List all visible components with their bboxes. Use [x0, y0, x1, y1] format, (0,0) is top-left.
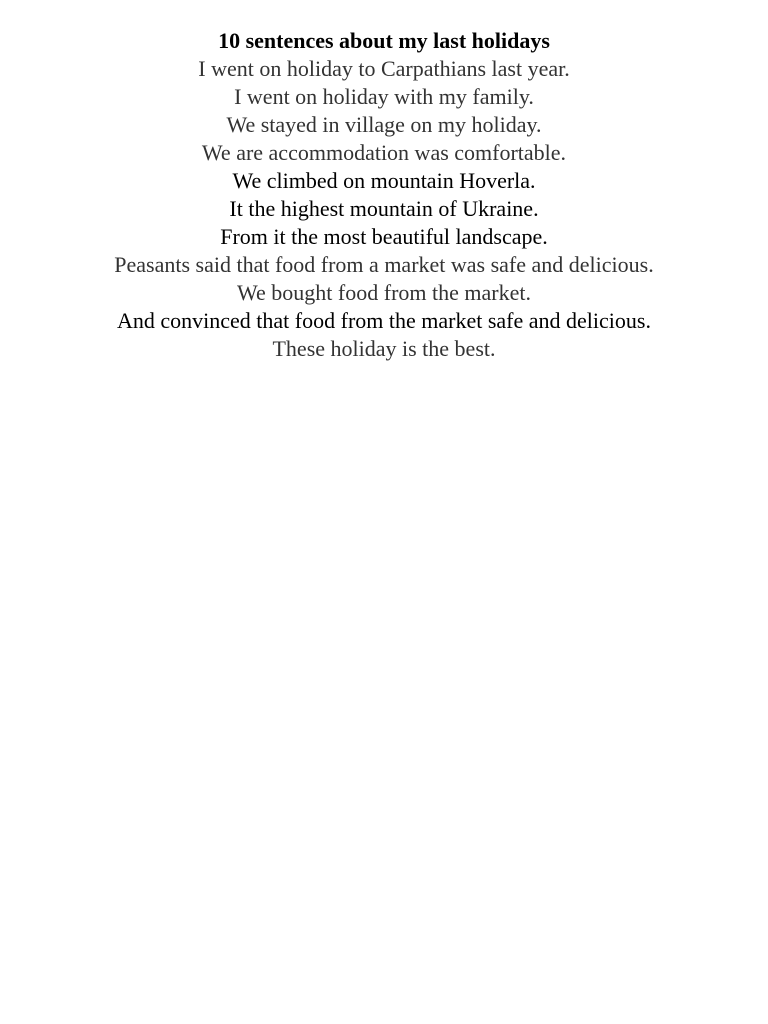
sentence-5: We climbed on mountain Hoverla.	[232, 168, 536, 193]
sentence-9: We bought food from the market.	[237, 280, 531, 305]
sentence-1: I went on holiday to Carpathians last year.	[198, 56, 570, 81]
sentence-11: These holiday is the best.	[272, 336, 496, 361]
sentence-3: We stayed in village on my holiday.	[226, 112, 542, 137]
document-title: 10 sentences about my last holidays	[218, 28, 550, 53]
sentence-6: It the highest mountain of Ukraine.	[229, 196, 539, 221]
sentence-10: And convinced that food from the market safe and delicious.	[117, 308, 651, 333]
document-body	[0, 27, 768, 363]
sentence-7: From it the most beautiful landscape.	[220, 224, 548, 249]
sentence-8: Peasants said that food from a market was safe and delicious.	[114, 252, 654, 277]
sentence-4: We are accommodation was comfortable.	[201, 140, 567, 165]
sentence-2: I went on holiday with my family.	[234, 84, 534, 109]
